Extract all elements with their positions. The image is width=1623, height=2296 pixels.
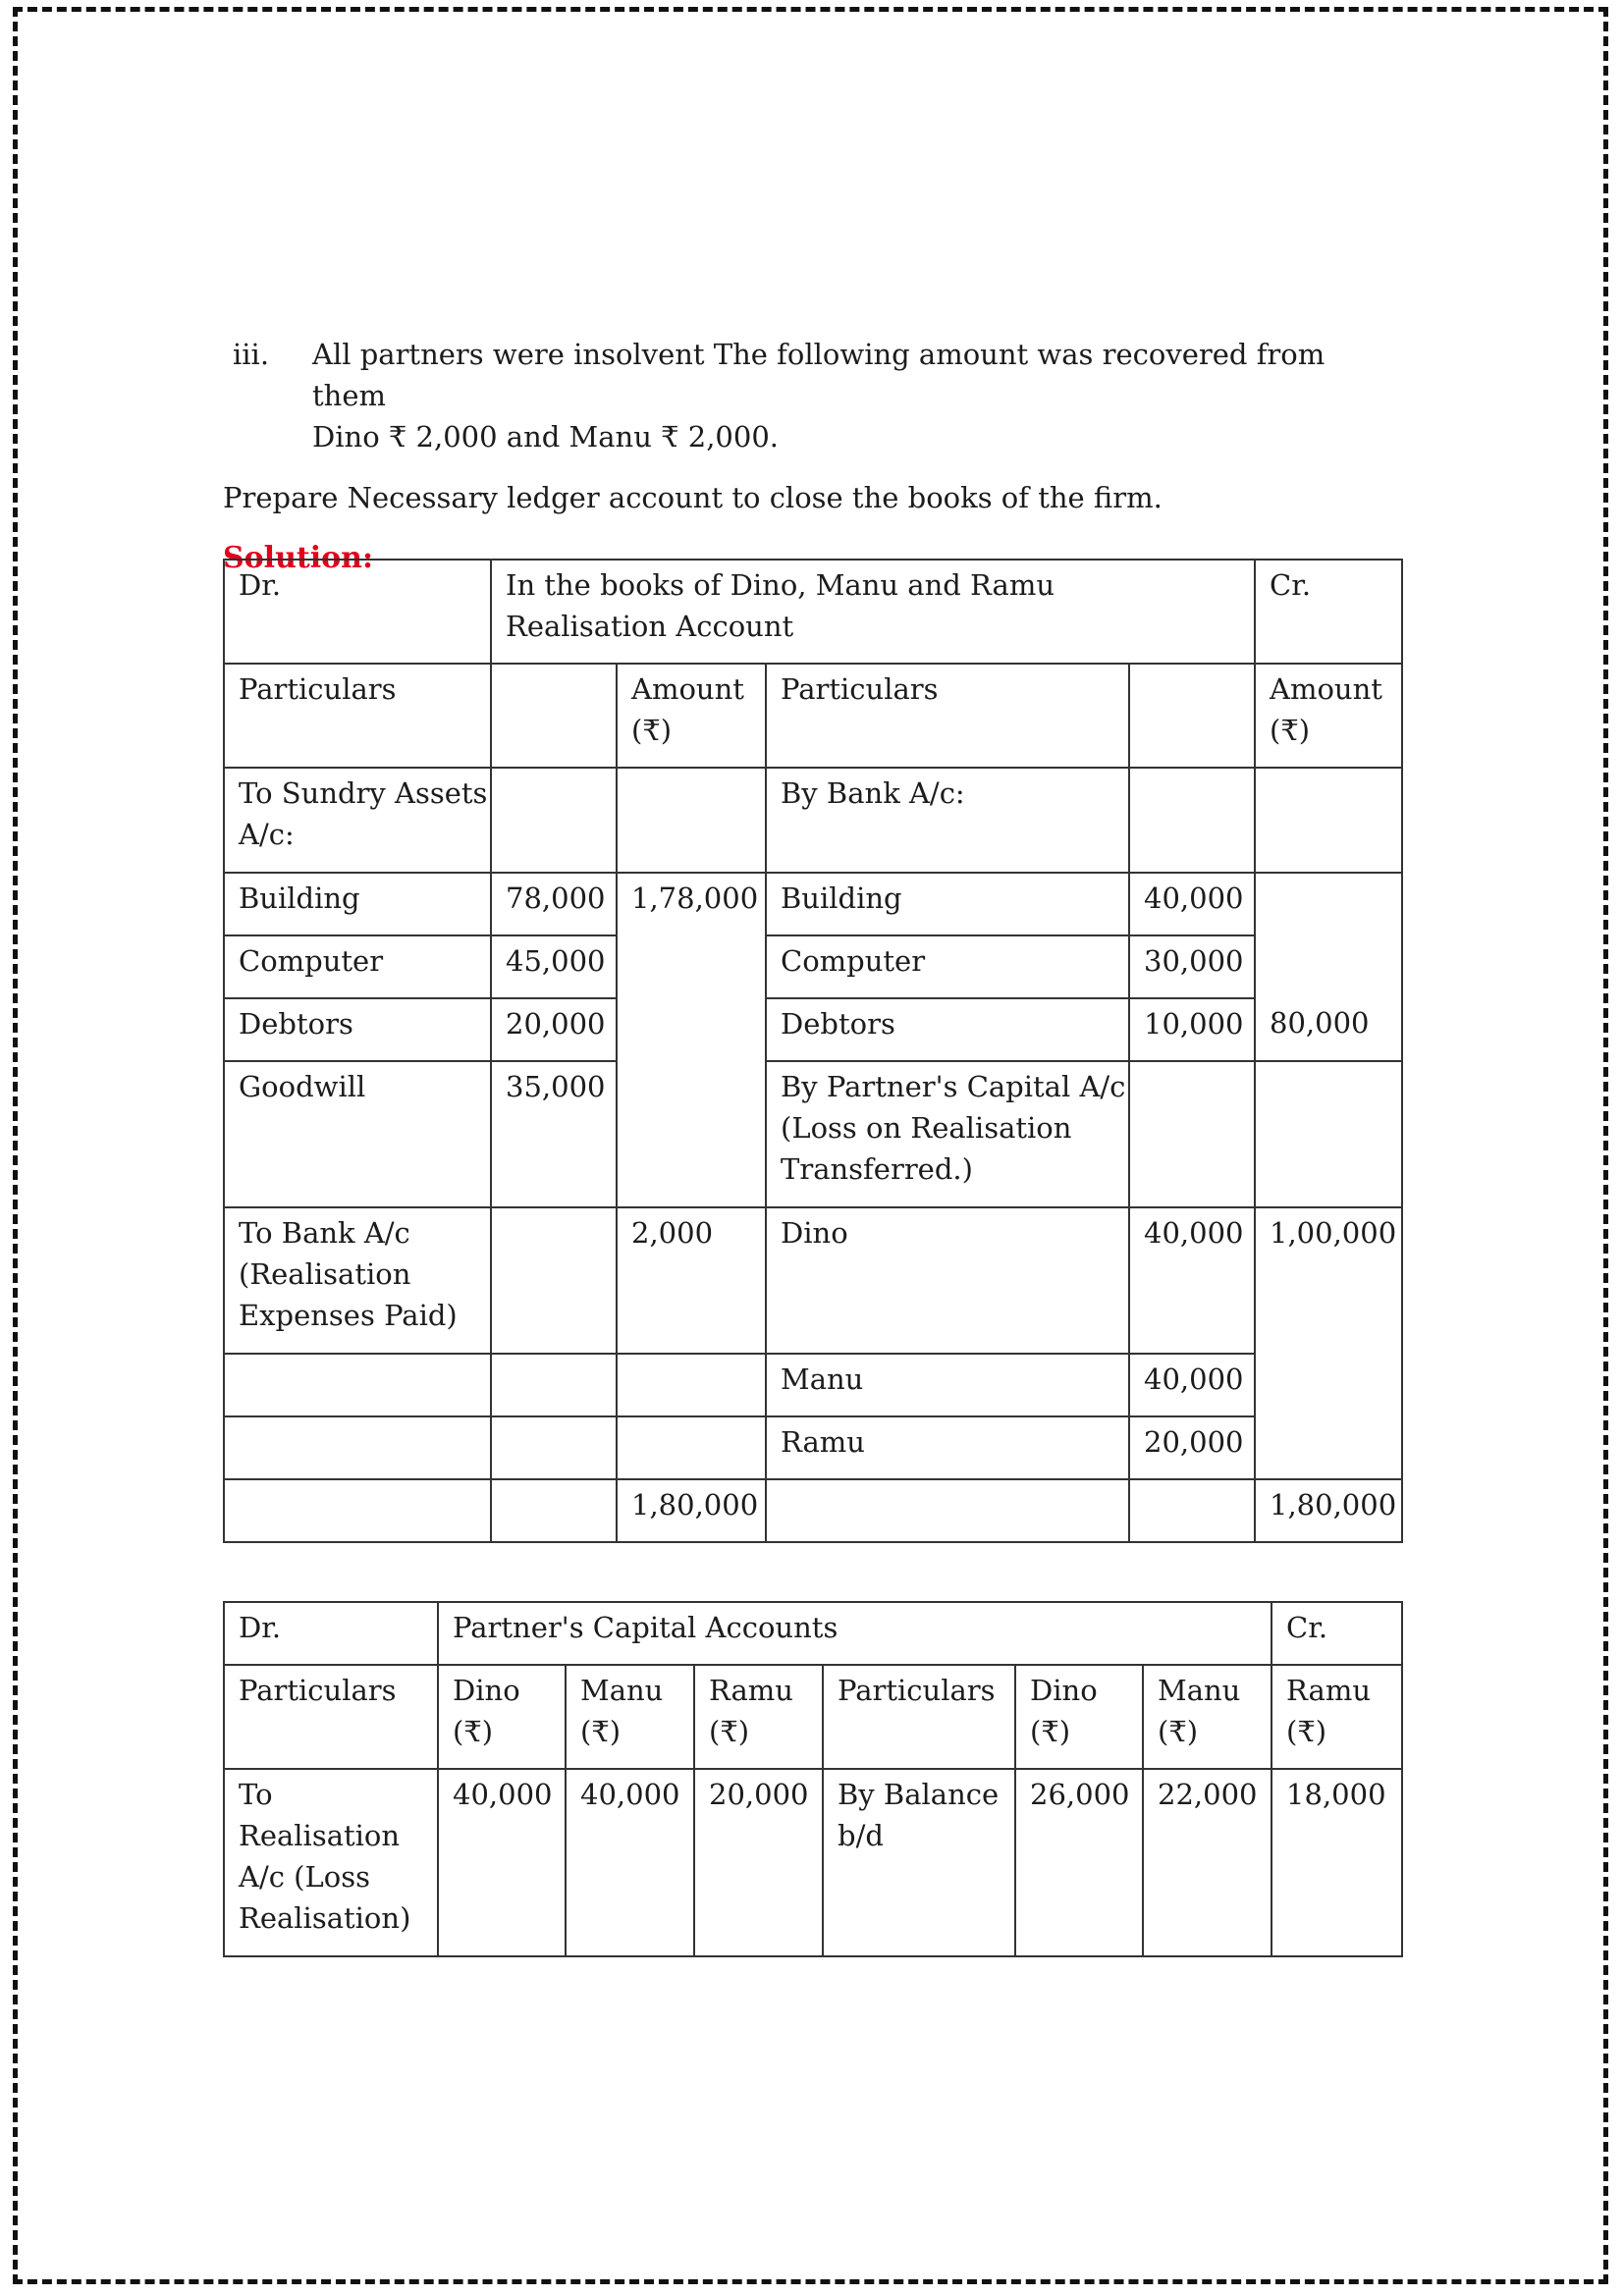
table-title: [491, 560, 1255, 664]
dr-label: Dr.: [224, 560, 491, 664]
table-row: [224, 1769, 1402, 1956]
credit-asset-value: 10,000: [1129, 998, 1255, 1061]
credit-particular: By Balance b/d: [823, 1769, 1015, 1956]
cr-label: Cr.: [1271, 1602, 1402, 1665]
partner-loss-value: 40,000: [1129, 1207, 1255, 1354]
partner-name: Manu: [766, 1354, 1129, 1416]
roman-numeral: iii.: [233, 338, 270, 371]
sundry-assets-label: To Sundry Assets A/c:: [224, 768, 491, 873]
realisation-account-table: [223, 559, 1403, 1543]
debit-asset-name: Building: [224, 873, 491, 935]
instruction-text: Prepare Necessary ledger account to close the books of the firm.: [223, 481, 1163, 514]
item-text-line1: All partners were insolvent The following amount was recovered from them: [312, 338, 1325, 412]
list-item-iii: [223, 334, 1401, 457]
table-row: [224, 1354, 1402, 1416]
partner-capital-label: By Partner's Capital A/c (Loss on Realisation Transferred.): [766, 1061, 1129, 1207]
credit-dino: 26,000: [1015, 1769, 1143, 1956]
to-bank-amount: 2,000: [617, 1207, 766, 1354]
debit-manu: 40,000: [566, 1769, 694, 1956]
title-line1: In the books of Dino, Manu and Ramu: [506, 568, 1055, 602]
table-title-row: [224, 1602, 1402, 1665]
partner-loss-value: 40,000: [1129, 1354, 1255, 1416]
partner-loss-value: 20,000: [1129, 1416, 1255, 1479]
debit-assets-total: 1,78,000: [617, 873, 766, 1207]
debit-asset-value: 45,000: [491, 935, 617, 998]
header-blank-credit: [1129, 664, 1255, 768]
table-row: [224, 998, 1402, 1061]
debit-asset-value: 35,000: [491, 1061, 617, 1207]
total-credit: 1,80,000: [1255, 1479, 1402, 1542]
intro-block: [223, 334, 1401, 579]
header-amount: Amount (₹): [617, 664, 766, 768]
partner-name: Dino: [766, 1207, 1129, 1354]
debit-asset-value: 20,000: [491, 998, 617, 1061]
total-debit: 1,80,000: [617, 1479, 766, 1542]
debit-asset-name: Debtors: [224, 998, 491, 1061]
credit-asset-value: 30,000: [1129, 935, 1255, 998]
title-line2: Realisation Account: [506, 610, 794, 643]
header-ramu-credit: Ramu (₹): [1271, 1665, 1402, 1769]
credit-asset-name: Building: [766, 873, 1129, 935]
debit-ramu: 20,000: [694, 1769, 823, 1956]
table-row: [224, 873, 1402, 935]
dr-label: Dr.: [224, 1602, 438, 1665]
table-header-row: [224, 664, 1402, 768]
header-ramu: Ramu (₹): [694, 1665, 823, 1769]
solution-heading: Solution:: [223, 541, 374, 575]
partners-loss-total: 1,00,000: [1255, 1207, 1402, 1479]
credit-asset-name: Debtors: [766, 998, 1129, 1061]
credit-asset-value: 40,000: [1129, 873, 1255, 935]
debit-asset-name: Goodwill: [224, 1061, 491, 1207]
partners-capital-table: [223, 1601, 1403, 1957]
header-particulars-credit: Particulars: [823, 1665, 1015, 1769]
credit-assets-total: 80,000: [1255, 998, 1402, 1061]
table-row: [224, 935, 1402, 998]
table-row: [224, 768, 1402, 873]
credit-manu: 22,000: [1143, 1769, 1271, 1956]
to-bank-label: To Bank A/c (Realisation Expenses Paid): [224, 1207, 491, 1354]
table-title: Partner's Capital Accounts: [438, 1602, 1271, 1665]
debit-asset-value: 78,000: [491, 873, 617, 935]
debit-dino: 40,000: [438, 1769, 566, 1956]
cr-label: Cr.: [1255, 560, 1402, 664]
table-title-row: [224, 560, 1402, 664]
header-particulars: Particulars: [224, 664, 491, 768]
table-row: [224, 1207, 1402, 1354]
partner-name: Ramu: [766, 1416, 1129, 1479]
debit-particular: To Realisation A/c (Loss Realisation): [224, 1769, 438, 1956]
by-bank-label: By Bank A/c:: [766, 768, 1129, 873]
item-text-line2: Dino ₹ 2,000 and Manu ₹ 2,000.: [312, 420, 780, 454]
table-header-row: [224, 1665, 1402, 1769]
credit-asset-name: Computer: [766, 935, 1129, 998]
header-particulars: Particulars: [224, 1665, 438, 1769]
header-particulars-credit: Particulars: [766, 664, 1129, 768]
header-manu: Manu (₹): [566, 1665, 694, 1769]
totals-row: [224, 1479, 1402, 1542]
credit-ramu: 18,000: [1271, 1769, 1402, 1956]
header-amount-credit: Amount (₹): [1255, 664, 1402, 768]
table-row: [224, 1061, 1402, 1207]
debit-asset-name: Computer: [224, 935, 491, 998]
header-blank: [491, 664, 617, 768]
header-dino: Dino (₹): [438, 1665, 566, 1769]
header-manu-credit: Manu (₹): [1143, 1665, 1271, 1769]
table-row: [224, 1416, 1402, 1479]
header-dino-credit: Dino (₹): [1015, 1665, 1143, 1769]
